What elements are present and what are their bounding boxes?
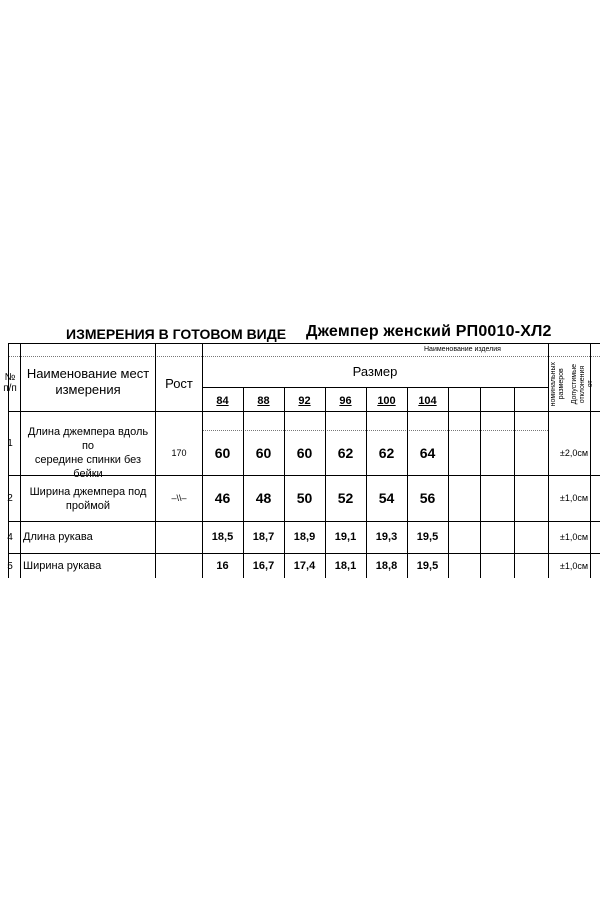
size-value: 54: [378, 490, 395, 506]
size-value: 18,8: [375, 560, 398, 572]
rost-value: –\\–: [171, 493, 187, 503]
size-value: 16,7: [252, 560, 275, 572]
product-title: Джемпер женский РП0010-ХЛ2: [306, 323, 552, 340]
size-value: 60: [255, 445, 272, 461]
col-nominal-header: номинальных размеров: [550, 361, 565, 407]
row-number: 1: [7, 437, 13, 449]
col-tolerance-header: Допустимые отклонения от: [571, 363, 594, 405]
size-value: 60: [214, 445, 231, 461]
size-value: 18,5: [211, 531, 234, 543]
row-number: 5: [7, 560, 13, 572]
tolerance-value: ±1,0см: [559, 493, 589, 503]
rost-value: 170: [171, 448, 187, 458]
size-header: 84: [216, 395, 229, 407]
size-value: 48: [255, 490, 272, 506]
measurement-name: Длина джемпера вдоль по середине спинки без бейки: [27, 426, 149, 480]
size-header: 100: [377, 395, 396, 407]
row-number: 4: [7, 531, 13, 543]
size-value: 18,7: [252, 531, 275, 543]
size-value: 18,1: [334, 560, 357, 572]
measurement-name: Ширина рукава: [23, 560, 102, 572]
size-value: 60: [296, 445, 313, 461]
size-value: 62: [337, 445, 354, 461]
size-value: 50: [296, 490, 313, 506]
table-title: ИЗМЕРЕНИЯ В ГОТОВОМ ВИДЕ: [66, 326, 287, 342]
size-value: 46: [214, 490, 231, 506]
tolerance-value: ±1,0см: [559, 561, 589, 571]
size-value: 56: [419, 490, 436, 506]
col-number-header: № п/п: [3, 372, 17, 394]
tolerance-value: ±1,0см: [559, 532, 589, 542]
size-value: 16: [216, 560, 229, 572]
size-header: 92: [298, 395, 311, 407]
col-size-group-header: Размер: [352, 364, 398, 379]
size-header: 88: [257, 395, 270, 407]
measurement-name: Ширина джемпера под проймой: [29, 486, 147, 512]
measurement-name: Длина рукава: [23, 531, 93, 543]
size-value: 19,3: [375, 531, 398, 543]
col-rost-header: Рост: [165, 376, 193, 391]
size-value: 18,9: [293, 531, 316, 543]
size-header: 96: [339, 395, 352, 407]
size-value: 19,5: [416, 560, 439, 572]
size-value: 52: [337, 490, 354, 506]
size-value: 19,5: [416, 531, 439, 543]
tolerance-value: ±2,0см: [559, 448, 589, 458]
size-value: 19,1: [334, 531, 357, 543]
size-value: 64: [419, 445, 436, 461]
size-value: 62: [378, 445, 395, 461]
size-header: 104: [418, 395, 437, 407]
product-subtitle: Наименование изделия: [424, 346, 501, 353]
row-number: 2: [7, 492, 13, 504]
col-name-header: Наименование мест измерения: [26, 366, 150, 397]
size-value: 17,4: [293, 560, 316, 572]
